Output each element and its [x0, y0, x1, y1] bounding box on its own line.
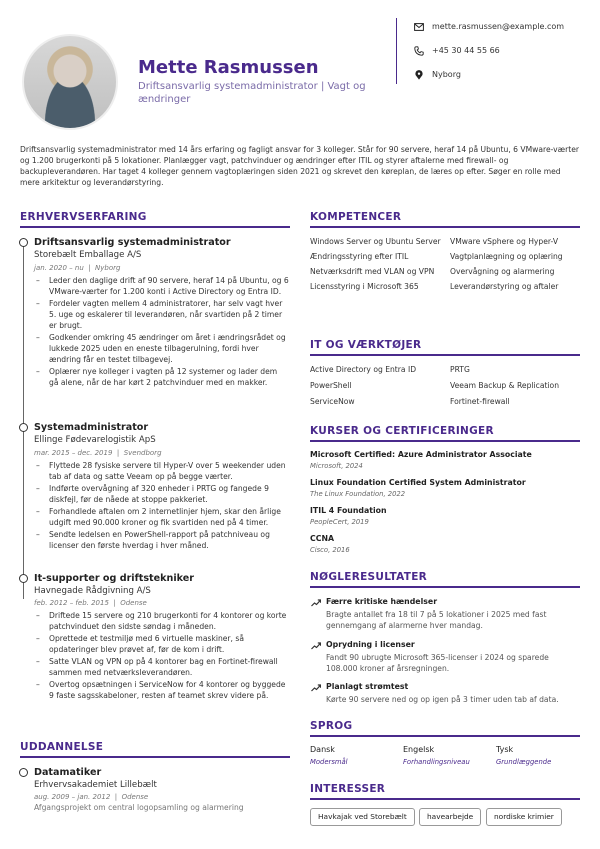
- interest-tag: nordiske krimier: [486, 808, 562, 826]
- result-title: Planlagt strømtest: [326, 682, 409, 691]
- skills-heading: KOMPETENCER: [310, 211, 402, 223]
- education-period: aug. 2009 – jan. 2012: [34, 793, 111, 801]
- tool-item: Active Directory og Entra ID: [310, 365, 417, 374]
- education-place: Odense: [121, 793, 149, 801]
- job-bullets: [34, 460, 289, 552]
- cert-org: Cisco, 2016: [310, 546, 350, 554]
- language-level: Forhandlingsniveau: [403, 758, 470, 766]
- job-period: feb. 2012 – feb. 2015: [34, 599, 109, 607]
- job-org: Havnegade Rådgivning A/S: [34, 586, 151, 596]
- job-bullets: [34, 610, 289, 702]
- contact-phone[interactable]: [414, 46, 500, 57]
- result-text: Kørte 90 servere ned og op igen på 3 timer uden tab af data.: [326, 695, 559, 704]
- job-bullet: – Flyttede 28 fysiske servere til Hyper-V over 5 weekender uden tab af data og satte Veeam op på begge værter.: [34, 460, 289, 482]
- job-meta: jan. 2020 – nu | Nyborg: [34, 264, 121, 272]
- tools-rule: [310, 354, 580, 356]
- job-period: mar. 2015 – dec. 2019: [34, 449, 113, 457]
- cert-name: Microsoft Certified: Azure Administrator Associate: [310, 450, 532, 459]
- job-place: Svendborg: [123, 449, 162, 457]
- result-title: Oprydning i licenser: [326, 640, 415, 649]
- timeline-dot: [19, 768, 28, 777]
- job-place: Odense: [120, 599, 147, 607]
- phone-icon: [414, 46, 424, 56]
- job-org: Storebælt Emballage A/S: [34, 250, 142, 260]
- job-title: Driftsansvarlig systemadministrator: [34, 237, 231, 248]
- interest-tag: Havkajak ved Storebælt: [310, 808, 415, 826]
- contact-email[interactable]: [414, 22, 564, 33]
- timeline-dot: [19, 423, 28, 432]
- trend-up-icon: [311, 599, 321, 607]
- job-bullet: – Fordeler vagten mellem 4 administratorer, har selv vagt hver 5. uge og eskalerer til leverandøren, når svartiden på 2 timer er brugt.: [34, 298, 289, 331]
- job-org: Ellinge Fødevarelogistik ApS: [34, 435, 156, 445]
- job-meta: mar. 2015 – dec. 2019 | Svendborg: [34, 449, 162, 457]
- job-bullet: – Sendte ledelsen en PowerShell-rapport på patchniveau og licenser den første hverdag i hver måned.: [34, 529, 289, 551]
- languages-heading: SPROG: [310, 720, 353, 732]
- cert-name: Linux Foundation Certified System Administrator: [310, 478, 526, 487]
- contact-location: [414, 70, 461, 81]
- language-name: Tysk: [496, 745, 514, 754]
- tool-item: Fortinet-firewall: [450, 397, 510, 406]
- cert-org: Microsoft, 2024: [310, 462, 363, 470]
- tools-heading: IT OG VÆRKTØJER: [310, 339, 422, 351]
- timeline-dot: [19, 574, 28, 583]
- results-heading: NØGLERESULTATER: [310, 571, 428, 583]
- job-meta: feb. 2012 – feb. 2015 | Odense: [34, 599, 147, 607]
- map-pin-icon: [414, 70, 424, 80]
- email-text: mette.rasmussen@example.com: [432, 22, 565, 31]
- language-level: Grundlæggende: [496, 758, 552, 766]
- language-level: Modersmål: [310, 758, 348, 766]
- phone-text: +45 30 44 55 66: [432, 46, 500, 55]
- trend-up-icon: [311, 642, 321, 650]
- certs-heading: KURSER OG CERTIFICERINGER: [310, 425, 494, 437]
- job-bullet: – Leder den daglige drift af 90 servere, heraf 14 på Ubuntu, og 6 VMware-værter for 1.200 konti i Active Directory og Entra ID.: [34, 275, 289, 297]
- job-title: It-supporter og driftstekniker: [34, 573, 195, 584]
- tool-item: PowerShell: [310, 381, 352, 390]
- education-org: Erhvervsakademiet Lillebælt: [34, 780, 157, 790]
- tool-item: PRTG: [450, 365, 470, 374]
- job-period: jan. 2020 – nu: [34, 264, 84, 272]
- cert-org: The Linux Foundation, 2022: [310, 490, 406, 498]
- cert-name: ITIL 4 Foundation: [310, 506, 387, 515]
- timeline-dot: [19, 238, 28, 247]
- profile-summary: Driftsansvarlig systemadministrator med 14 års erfaring og fagligt ansvar for 3 kolleger. Står for 90 servere, heraf 14 på Ubuntu, 6 VMware-værter og 1.200 brugerkonti på 5 lokationer. Planlægger vagt, patchvinduer og ændringer efter ITIL og styrer aftalerne med firewall- og backupleverandøren. Har taget 4 kolleger gennem vagtoplæringen siden 2021 og skrevet den køreplan, de læres op efter. Søger en rolle med mere arkitektur og leverandørstyring.: [20, 145, 580, 187]
- job-title: Systemadministrator: [34, 422, 149, 433]
- education-title: Datamatiker: [34, 767, 102, 778]
- results-rule: [310, 586, 580, 588]
- profile-photo: [22, 34, 118, 130]
- languages-rule: [310, 735, 580, 737]
- job-bullet: – Satte VLAN og VPN op på 4 kontorer bag en Fortinet-firewall sammen med netværksleverandøren.: [34, 656, 289, 678]
- experience-heading: ERHVERVSERFARING: [20, 211, 147, 223]
- skills-rule: [310, 226, 580, 228]
- envelope-icon: [414, 22, 424, 32]
- language-name: Dansk: [310, 745, 335, 754]
- skill-item: Netværksdrift med VLAN og VPN: [310, 267, 435, 276]
- job-bullet: – Overtog opsætningen i ServiceNow for 4 kontorer og byggede 9 faste sagsskabeloner, resten af teamet skrev videre på.: [34, 679, 289, 701]
- education-rule: [20, 756, 290, 758]
- job-place: Nyborg: [95, 264, 121, 272]
- skill-item: Ændringsstyring efter ITIL: [310, 252, 409, 261]
- tool-item: ServiceNow: [310, 397, 355, 406]
- education-note: Afgangsprojekt om central logopsamling og alarmering: [34, 803, 244, 812]
- person-name: Mette Rasmussen: [138, 57, 319, 78]
- location-text: Nyborg: [432, 70, 461, 79]
- skill-item: Licensstyring i Microsoft 365: [310, 282, 419, 291]
- job-bullet: – Indførte overvågning af 320 enheder i PRTG og fangede 9 diskfejl, før de nåede at stoppe pakkeriet.: [34, 483, 289, 505]
- skill-item: VMware vSphere og Hyper-V: [450, 237, 559, 246]
- skill-item: Overvågning og alarmering: [450, 267, 555, 276]
- trend-up-icon: [311, 684, 321, 692]
- tools-list: [310, 364, 580, 407]
- job-bullet: – Forhandlede aftalen om 2 internetlinjer hjem, skar den årlige udgift med 90.000 kroner og fik svartiden ned på 4 timer.: [34, 506, 289, 528]
- certs-rule: [310, 440, 580, 442]
- cert-org: PeopleCert, 2019: [310, 518, 369, 526]
- interests-heading: INTERESSER: [310, 783, 386, 795]
- tool-item: Veeam Backup & Replication: [450, 381, 560, 390]
- job-bullet: – Oprettede et testmiljø med 6 virtuelle maskiner, så opdateringer blev prøvet af, før de kom i drift.: [34, 633, 289, 655]
- job-bullet: – Godkender omkring 45 ændringer om året i ændringsrådet og lukkede 2025 uden en eneste tilbagerulning, fordi hver ændring får en testet tilbagevej.: [34, 332, 289, 365]
- cert-name: CCNA: [310, 534, 335, 543]
- language-name: Engelsk: [403, 745, 435, 754]
- skill-item: Windows Server og Ubuntu Server: [310, 237, 441, 246]
- job-bullet: – Oplærer nye kolleger i vagten på 12 systemer og lader dem gå alene, når de har kørt 2 patchvinduer med en makker.: [34, 366, 289, 388]
- experience-rule: [20, 226, 290, 228]
- result-text: Fandt 90 ubrugte Microsoft 365-licenser i 2024 og sparede 108.000 kroner af årsregningen.: [326, 653, 549, 673]
- job-bullets: [34, 275, 289, 389]
- result-text: Bragte antallet fra 18 til 7 på 5 lokationer i 2025 med fast gennemgang af alarmerne hver mandag.: [326, 610, 547, 630]
- person-title: Driftsansvarlig systemadministrator | Vagt og ændringer: [138, 81, 366, 105]
- job-bullet: – Driftede 15 servere og 210 brugerkonti for 4 kontorer og korte patchvinduet den sidste søndag i måneden.: [34, 610, 289, 632]
- skill-item: Leverandørstyring og aftaler: [450, 282, 559, 291]
- education-meta: aug. 2009 – jan. 2012 | Odense: [34, 793, 149, 801]
- interest-tag: havearbejde: [419, 808, 481, 826]
- interests-rule: [310, 798, 580, 800]
- header-divider: [396, 18, 397, 84]
- skill-item: Vagtplanlægning og oplæring: [450, 252, 563, 261]
- education-heading: UDDANNELSE: [20, 741, 104, 753]
- skills-list: [310, 236, 580, 292]
- result-title: Færre kritiske hændelser: [326, 597, 438, 606]
